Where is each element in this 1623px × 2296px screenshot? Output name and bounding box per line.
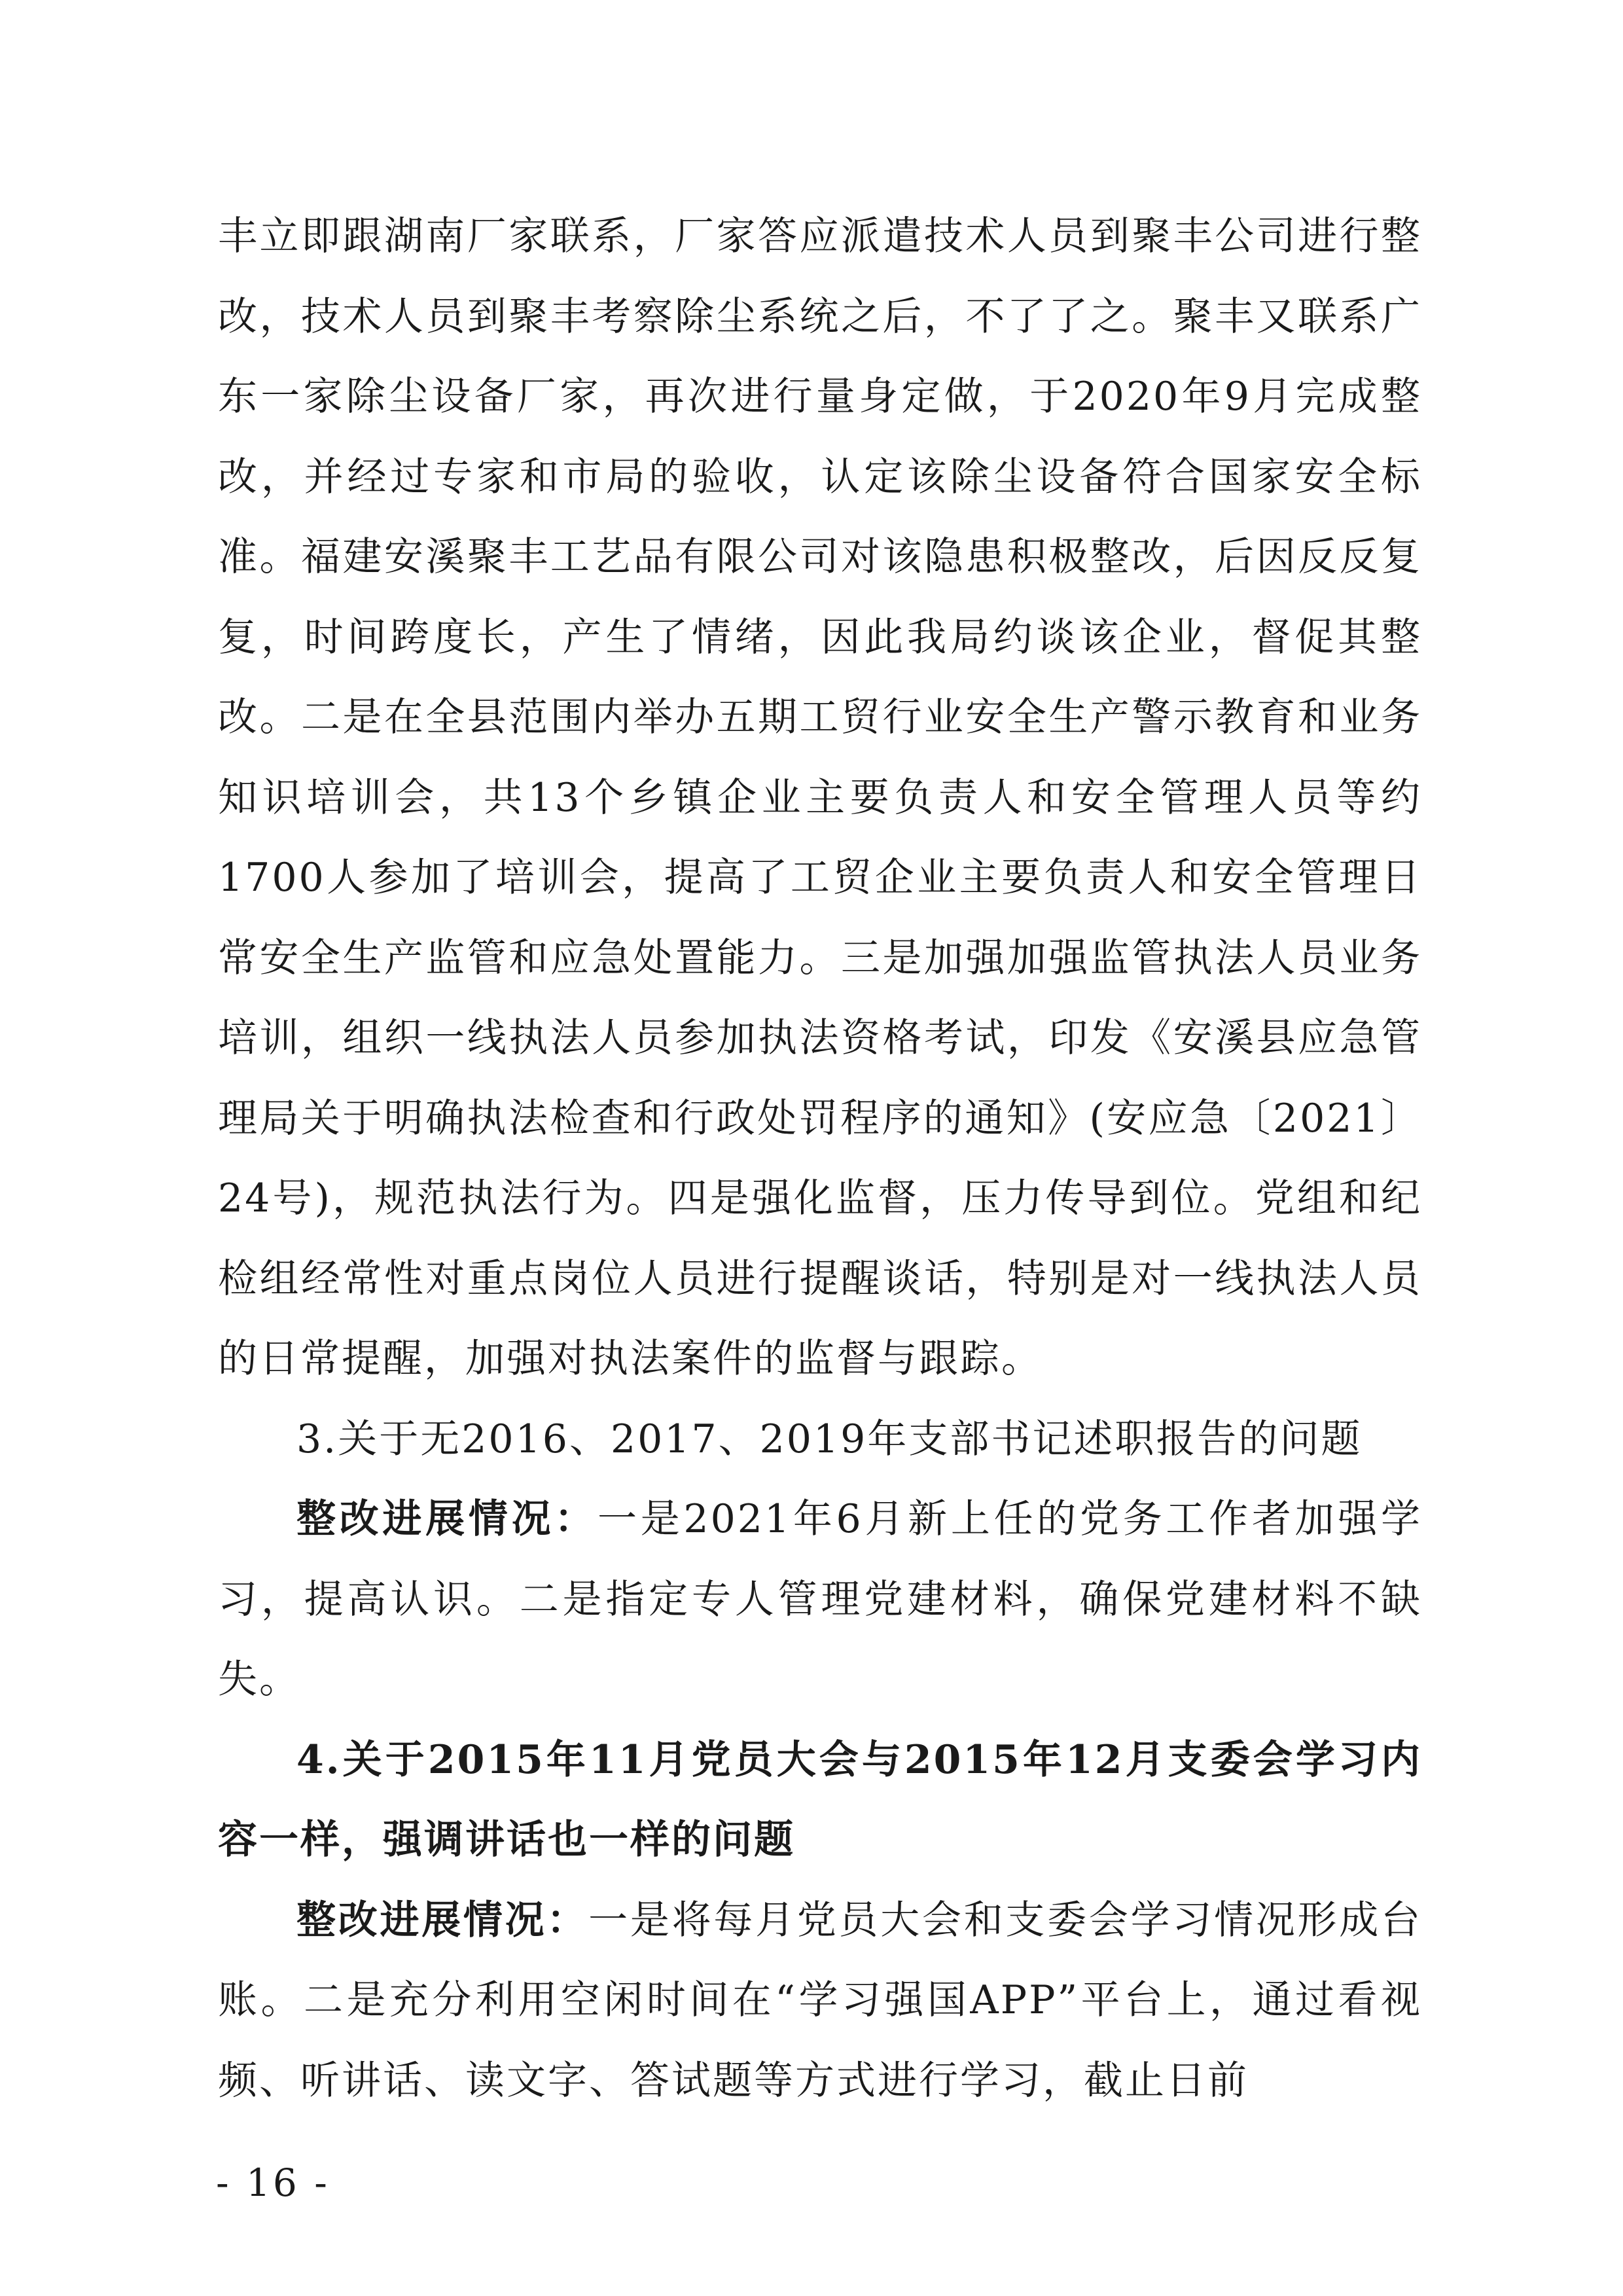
text-run: 4.关于2015年11月党员大会与2015年12月支委会学习内容一样，强调讲话也一样的问题 — [218, 1736, 1422, 1863]
document-body — [218, 196, 1422, 2121]
paragraph-p1 — [218, 196, 1422, 1399]
text-run: 一是2021年6月新上任的党务工作者加强学习，提高认识。二是指定专人管理党建材料，确保党建材料不缺失。 — [218, 1496, 1422, 1702]
text-run: 三是 — [840, 935, 924, 981]
text-run: 在全县范围内举办五期工贸行业安全生产警示教育和业务知识培训会，共13个乡镇企业主要负责人和安全管理人员等约1700人参加了培训会，提高了工贸企业主要负责人和安全管理日常安全生产监管和应急处置能力。 — [218, 694, 1423, 981]
text-run: 3.关于无2016、2017、2019年支部书记述职报告的问题 — [296, 1416, 1363, 1462]
text-run: 加强加强监管执法人员业务培训，组织一线执法人员参加执法资格考试，印发《安溪县应急管理局关于明确执法检查和行政处罚程序的通知》(安应急〔2021〕24号)，规范执法行为。 — [218, 935, 1423, 1221]
paragraph-p2 — [218, 1399, 1422, 1480]
paragraph-p4 — [218, 1720, 1422, 1880]
paragraph-p5 — [218, 1880, 1422, 2121]
text-run: 整改进展情况： — [296, 1897, 589, 1943]
text-run: 一是将每月党员大会和支委会学习情况形成台账。二是充分利用空闲时间在“学习强国APP”平台上，通过看视频、听讲话、读文字、答试题等方式进行学习，截止日前 — [218, 1897, 1423, 2104]
text-run: 二是 — [300, 694, 384, 740]
text-run: 丰立即跟湖南厂家联系，厂家答应派遣技术人员到聚丰公司进行整改，技术人员到聚丰考察除尘系统之后，不了了之。聚丰又联系广东一家除尘设备厂家，再次进行量身定做，于2020年9月完成整改，并经过专家和市局的验收，认定该除尘设备符合国家安全标准。福建安溪聚丰工艺品有限公司对该隐患积极整改，后因反反复复，时间跨度长，产生了情绪，因此我局约谈该企业，督促其整改。 — [218, 213, 1422, 740]
text-run: 强化监督，压力传导到位。党组和纪检组经常性对重点岗位人员进行提醒谈话，特别是对一线执法人员的日常提醒，加强对执法案件的监督与跟踪。 — [218, 1175, 1423, 1382]
paragraph-p3 — [218, 1479, 1422, 1720]
page-number: - 16 - — [216, 2161, 330, 2205]
text-run: 整改进展情况： — [296, 1496, 597, 1542]
text-run: 四是 — [668, 1175, 752, 1221]
